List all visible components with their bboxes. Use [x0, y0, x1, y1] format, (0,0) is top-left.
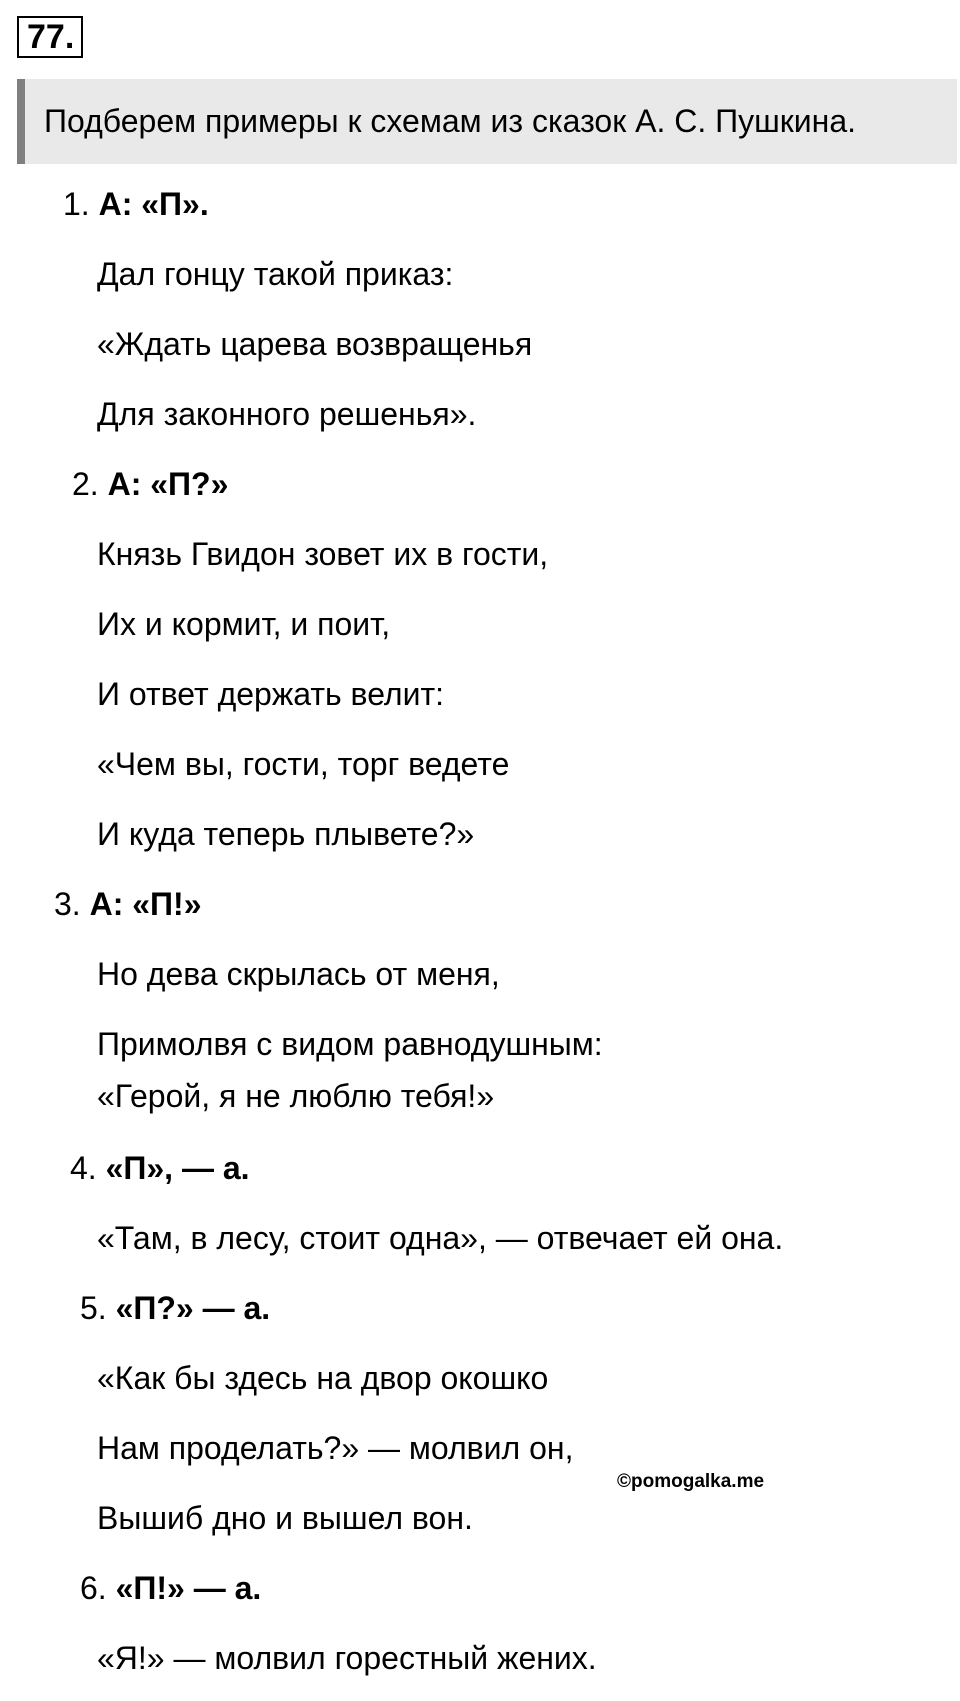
example-number: 4. — [70, 1150, 97, 1186]
example-number: 6. — [80, 1570, 107, 1606]
example-6-scheme — [80, 1568, 261, 1608]
example-line: Но дева скрылась от меня, — [97, 956, 500, 992]
example-line: Для законного решенья». — [97, 396, 477, 432]
example-line: «Я!» — молвил горестный жених. — [97, 1640, 597, 1676]
example-line: «Ждать царева возвращенья — [97, 326, 533, 362]
example-line: Князь Гвидон зовет их в гости, — [97, 536, 549, 572]
example-line: Их и кормит, и поит, — [97, 606, 391, 642]
scheme-label: А: «П». — [98, 186, 209, 222]
example-number: 5. — [80, 1290, 107, 1326]
scheme-label: «П?» — а. — [115, 1290, 271, 1326]
example-line: «Там, в лесу, стоит одна», — отвечает ей она. — [97, 1220, 784, 1256]
example-number: 1. — [63, 186, 90, 222]
scheme-label: А: «П!» — [89, 886, 202, 922]
example-line: И куда теперь плывете?» — [97, 816, 475, 852]
example-line: Нам проделать?» — молвил он, — [97, 1430, 574, 1466]
task-number: 77. — [17, 16, 83, 58]
scheme-label: «П», — а. — [105, 1150, 250, 1186]
intro-text: Подберем примеры к схемам из сказок А. С. Пушкина. — [44, 103, 857, 139]
watermark: ©pomogalka.me — [617, 1471, 765, 1492]
example-line: Вышиб дно и вышел вон. — [97, 1500, 473, 1536]
example-line: Дал гонцу такой приказ: — [97, 256, 454, 292]
example-line: И ответ держать велит: — [97, 676, 445, 712]
example-number: 3. — [54, 886, 81, 922]
scheme-label: А: «П?» — [107, 466, 229, 502]
example-3-scheme — [54, 884, 201, 924]
example-line: «Как бы здесь на двор окошко — [97, 1360, 549, 1396]
example-line: «Герой, я не люблю тебя!» — [97, 1078, 495, 1114]
scheme-label: «П!» — а. — [115, 1570, 262, 1606]
example-line: Примолвя с видом равнодушным: — [97, 1026, 603, 1062]
example-1-scheme — [63, 184, 209, 224]
example-4-scheme — [70, 1148, 250, 1188]
example-number: 2. — [72, 466, 99, 502]
example-5-scheme — [80, 1288, 270, 1328]
example-2-scheme — [72, 464, 228, 504]
example-line: «Чем вы, гости, торг ведете — [97, 746, 510, 782]
intro-banner — [17, 79, 957, 164]
